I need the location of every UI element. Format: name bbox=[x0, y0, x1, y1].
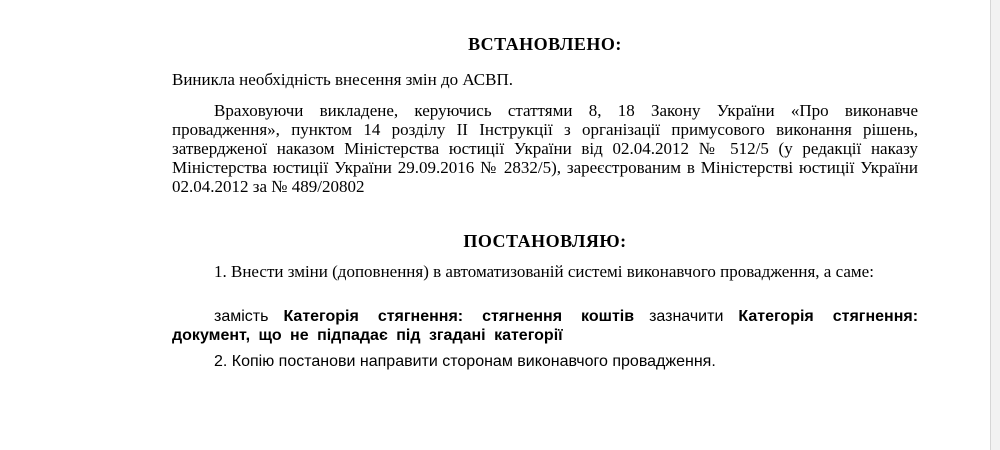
replacement-middle: зазначити bbox=[634, 308, 739, 325]
resolution-item-2: 2. Копію постанови направити сторонам виконавчого провадження. bbox=[214, 353, 716, 370]
old-category-value: Категорія стягнення: стягнення коштів bbox=[283, 308, 635, 325]
resolution-item-1: 1. Внести зміни (доповнення) в автоматизованій системі виконавчого провадження, а саме: bbox=[214, 262, 874, 281]
heading-resolve: ПОСТАНОВЛЯЮ: bbox=[463, 231, 627, 251]
page-edge-divider bbox=[990, 0, 991, 450]
replacement-instruction bbox=[172, 307, 918, 345]
heading-established: ВСТАНОВЛЕНО: bbox=[468, 34, 622, 54]
paragraph-need-for-changes: Виникла необхідність внесення змін до АСВП. bbox=[172, 70, 513, 89]
new-category-value: Категорія стягнення: документ, що не підпадає під згадані категорії bbox=[172, 308, 919, 344]
replacement-prefix: замість bbox=[214, 308, 284, 325]
paragraph-considering: Враховуючи викладене, керуючись статтями 8, 18 Закону України «Про виконавче провадження», пунктом 14 розділу II Інструкції з організації примусового виконання рішень, затвердженої наказом Міністерства юстиції України від 02.04.2012 № 512/5 (у редакції наказу Міністерства юстиції України 29.09.2016 № 2832/5), зареєстрованим в Міністерстві юстиції України 02.04.2012 за № 489/20802 bbox=[172, 101, 918, 196]
